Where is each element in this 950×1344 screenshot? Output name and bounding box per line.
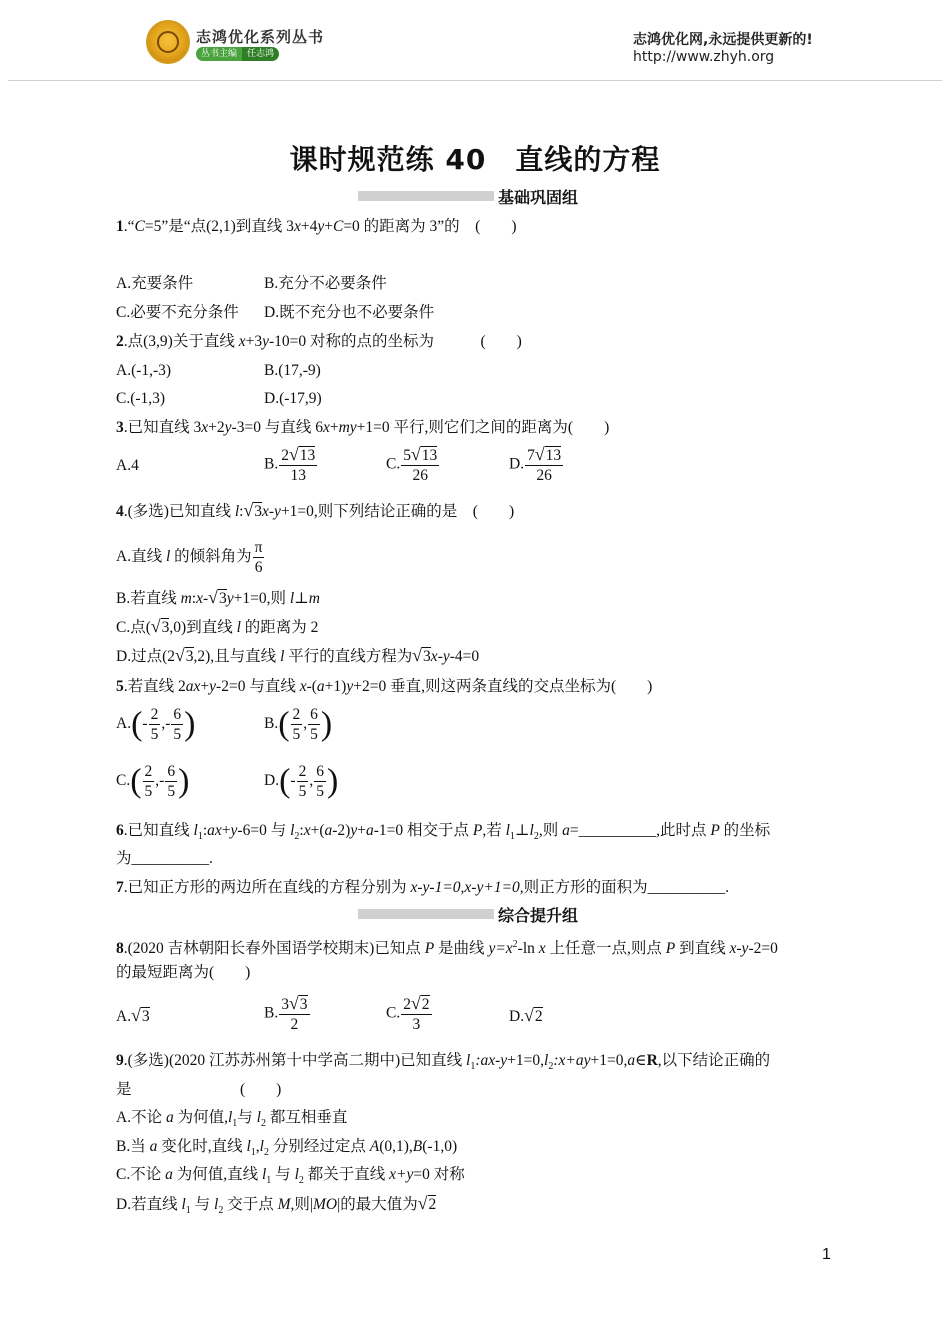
question-1-stem: 1.“C=5”是“点(2,1)到直线 3x+4y+C=0 的距离为 3”的 ( ) [116, 218, 517, 235]
editor-tag [196, 47, 279, 61]
header-url[interactable]: http://www.zhyh.org [633, 49, 775, 65]
series-title: 志鸿优化系列丛书 [196, 28, 325, 46]
question-3-option-c: C. $\frac{5√13}{26}$ [386, 444, 438, 484]
question-2-option-d: D.(-17,9) [264, 390, 322, 407]
question-5-option-d: D.(- $\frac{2}{5}$ , $\frac{6}{5}$ ) [264, 762, 339, 800]
question-3-option-d: D. $\frac{7√13}{26}$ [509, 444, 562, 484]
question-8-line2: 的最短距离为( ) [116, 964, 251, 981]
question-5-option-a: A.(- $\frac{2}{5}$ ,- $\frac{6}{5}$ ) [116, 705, 196, 743]
question-1-option-c: C.必要不充分条件 [116, 304, 239, 321]
editor-label: 丛书主编 [196, 47, 242, 61]
question-3-option-a: A.4 [116, 457, 139, 474]
question-2-option-b: B.(17,-9) [264, 362, 321, 379]
question-1-option-b: B.充分不必要条件 [264, 275, 387, 292]
question-4-option-d: D.过点(2√3,2),且与直线 l 平行的直线方程为√3x-y-4=0 [116, 645, 480, 665]
logo-emblem [146, 20, 190, 64]
question-5-stem: 5.若直线 2ax+y-2=0 与直线 x-(a+1)y+2=0 垂直,则这两条直线的交点坐标为( ) [116, 678, 653, 695]
page-title: 课时规范练 40 直线的方程 [289, 143, 661, 176]
question-4-option-b: B.若直线 m:x-√3y+1=0,则 l⊥m [116, 587, 320, 607]
question-6-stem: 6.已知直线 $l_1:ax+y-6=0$ 与 $l_2:x+(a-2)y+a-1=0$ 相交于点 P,若 $l_1\perp l_2$,则 a=__________,此时点 P 的坐标 [116, 822, 771, 843]
question-5-option-c: C.( $\frac{2}{5}$ ,- $\frac{6}{5}$ ) [116, 762, 190, 800]
question-4-stem: 4.(多选)已知直线 l:√3x-y+1=0,则下列结论正确的是 ( ) [116, 500, 515, 520]
question-9-line2: 是 ( ) [116, 1081, 282, 1098]
question-9-option-c: C.不论 a 为何值,直线 $l_1$ 与 $l_2$ 都关于直线 x+y=0 对称 [116, 1166, 465, 1187]
question-4-option-c: C.点(√3,0)到直线 l 的距离为 2 [116, 616, 319, 636]
question-8-option-a: A.√3 [116, 1005, 150, 1025]
question-9-option-b: B.当 a 变化时,直线 $l_1,l_2$ 分别经过定点 A(0,1),B(-1,0) [116, 1138, 458, 1159]
page-number: 1 [822, 1246, 831, 1263]
question-2-option-c: C.(-1,3) [116, 390, 166, 407]
question-3-stem: 3.已知直线 3x+2y-3=0 与直线 6x+my+1=0 平行,则它们之间的距离为( ) [116, 419, 610, 436]
header-divider [8, 80, 942, 81]
question-5-option-b: B.( $\frac{2}{5}$ , $\frac{6}{5}$ ) [264, 705, 333, 743]
editor-name: 任志鸿 [242, 47, 279, 61]
question-2-option-a: A.(-1,-3) [116, 362, 172, 379]
section-advanced: 综合提升组 [358, 904, 578, 924]
question-1-option-d: D.既不充分也不必要条件 [264, 304, 435, 321]
question-7-stem: 7.已知正方形的两边所在直线的方程分别为 x-y-1=0,x-y+1=0,则正方形的面积为__________. [116, 879, 730, 896]
section-basic: 基础巩固组 [358, 186, 578, 206]
question-9-option-a: A.不论 a 为何值$,l_1$与 $l_2$ 都互相垂直 [116, 1109, 348, 1130]
question-8-option-d: D.√2 [509, 1005, 543, 1025]
question-6-line2: 为__________. [116, 850, 213, 867]
question-2-stem: 2.点(3,9)关于直线 x+3y-10=0 对称的点的坐标为 ( ) [116, 333, 522, 350]
question-8-option-c: C. $\frac{2√2}{3}$ [386, 993, 430, 1033]
question-9-stem: 9.(多选)(2020 江苏苏州第十中学高二期中)已知直线 $l_1:ax-y+1=0,l_2:x+ay+1=0,a\in R$,以下结论正确的 [116, 1052, 771, 1073]
question-8-stem: 8.(2020 吉林朝阳长春外国语学校期末)已知点 P 是曲线 $y=x^2-\ln$ x 上任意一点,则点 P 到直线 x-y-2=0 [116, 939, 778, 958]
question-3-option-b: B. $\frac{2√13}{13}$ [264, 444, 316, 484]
question-1-option-a: A.充要条件 [116, 275, 194, 292]
question-9-option-d: D.若直线 $l_1$ 与 $l_2$ 交于点 M,则|MO|的最大值为√2 [116, 1193, 437, 1217]
question-4-option-a: A.直线 l 的倾斜角为 $\frac{\pi}{6}$ [116, 539, 263, 576]
question-8-option-b: B. $\frac{3√3}{2}$ [264, 993, 308, 1033]
header-slogan: 志鸿优化网,永远提供更新的! [633, 32, 813, 48]
